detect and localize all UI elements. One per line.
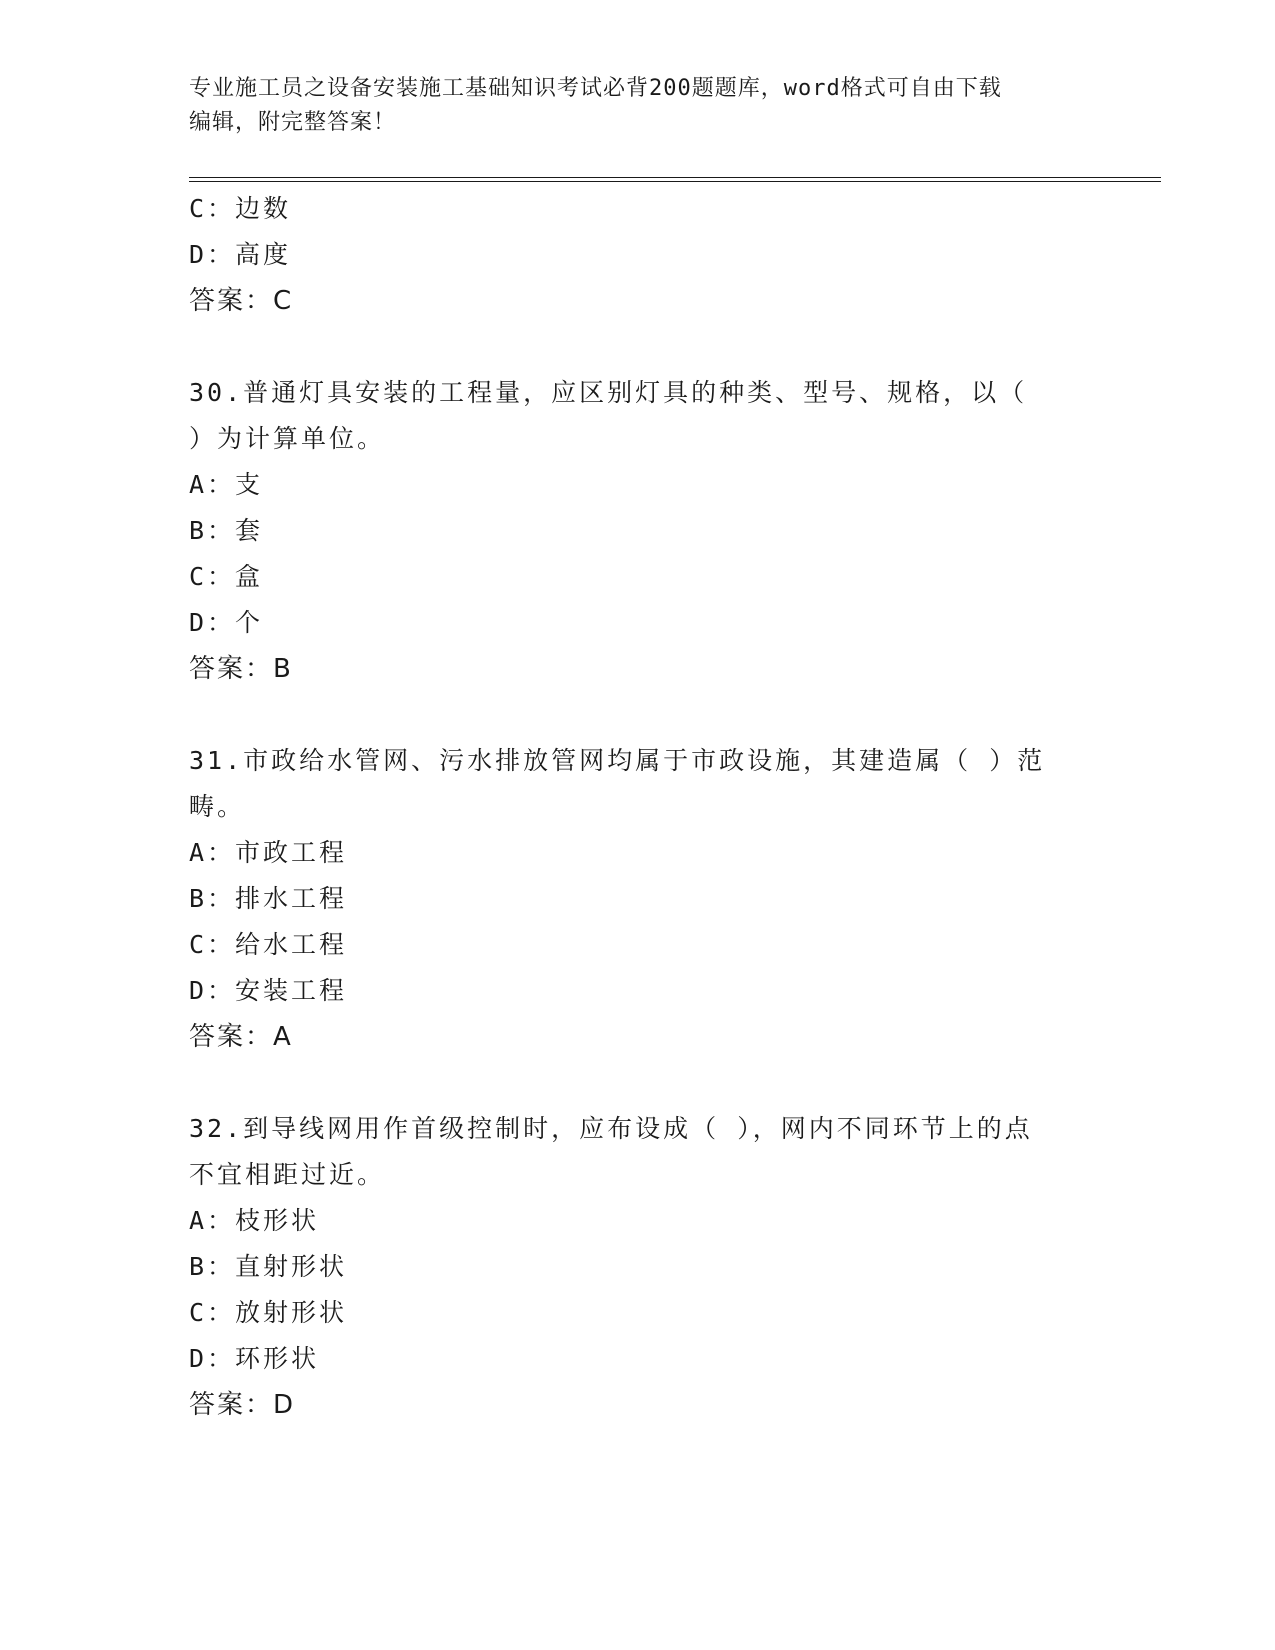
option-c: C：给水工程 <box>189 930 348 959</box>
option-b: B：排水工程 <box>189 884 348 913</box>
question-31 <box>189 738 1109 1060</box>
question-text-line-1: 31.市政给水管网、污水排放管网均属于市政设施，其建造属（ ）范 <box>189 746 1046 775</box>
option-d: D：高度 <box>189 240 292 269</box>
answer-line: 答案：B <box>189 654 293 684</box>
question-list <box>189 186 1109 1428</box>
option-a: A：枝形状 <box>189 1206 320 1235</box>
question-30 <box>189 370 1109 692</box>
option-c: C：放射形状 <box>189 1298 348 1327</box>
document-header <box>189 72 1089 140</box>
option-d: D：安装工程 <box>189 976 348 1005</box>
option-b: B：套 <box>189 516 264 545</box>
option-c: C：盒 <box>189 562 264 591</box>
question-text-line-2: 畴。 <box>189 792 246 821</box>
question-32 <box>189 1106 1109 1428</box>
header-divider <box>189 177 1161 182</box>
option-b: B：直射形状 <box>189 1252 348 1281</box>
answer-line: 答案：A <box>189 1022 293 1052</box>
question-text-line-2: ）为计算单位。 <box>189 424 386 453</box>
answer-line: 答案：C <box>189 286 294 316</box>
option-a: A：支 <box>189 470 264 499</box>
answer-line: 答案：D <box>189 1390 296 1420</box>
question-text-line-1: 30.普通灯具安装的工程量，应区别灯具的种类、型号、规格，以（ <box>189 378 1028 407</box>
question-text-line-1: 32.到导线网用作首级控制时，应布设成（ ），网内不同环节上的点 <box>189 1114 1033 1143</box>
option-d: D：环形状 <box>189 1344 320 1373</box>
option-c: C：边数 <box>189 194 292 223</box>
carryover-question <box>189 186 1109 324</box>
header-line-2: 编辑，附完整答案！ <box>189 110 397 135</box>
question-text-line-2: 不宜相距过近。 <box>189 1160 386 1189</box>
option-a: A：市政工程 <box>189 838 348 867</box>
option-d: D：个 <box>189 608 264 637</box>
header-line-1: 专业施工员之设备安装施工基础知识考试必背200题题库，word格式可自由下载 <box>189 76 1002 101</box>
